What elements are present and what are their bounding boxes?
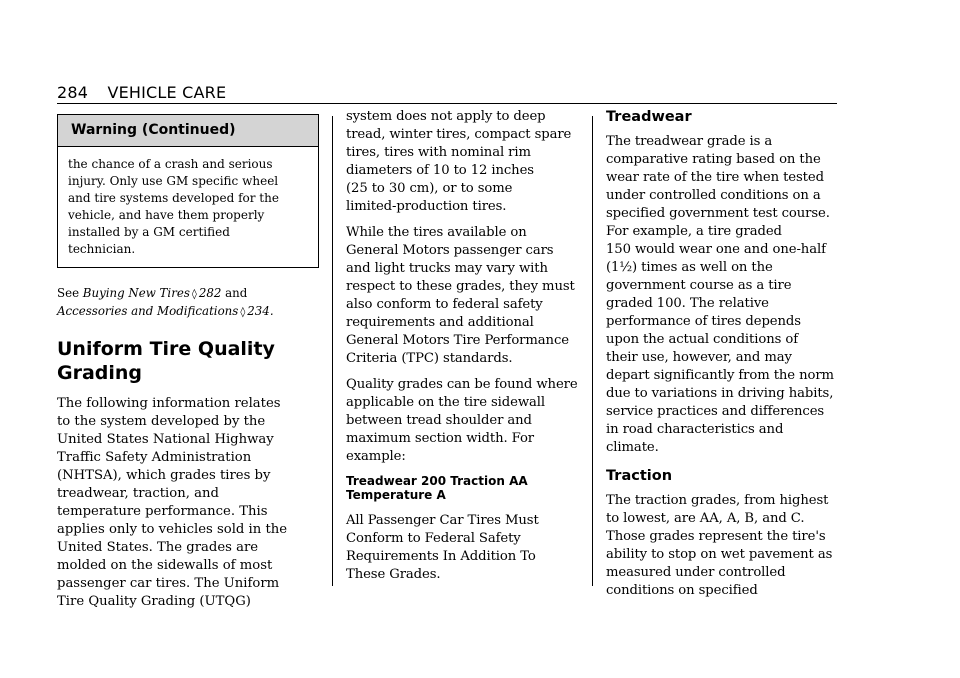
warning-title: Warning (Continued): [58, 115, 318, 147]
text-line: United States. The grades are: [57, 540, 259, 555]
text-line: service practices and differences: [606, 404, 825, 419]
text-line: For example, a tire graded: [606, 224, 782, 239]
text-line: diameters of 10 to 12 inches: [346, 163, 534, 178]
text-line: (1½) times as well on the: [606, 260, 773, 275]
traction-heading: Traction: [606, 468, 673, 484]
text-line: government course as a tire: [606, 278, 792, 293]
header-rule: [57, 103, 837, 104]
warning-line: injury. Only use GM specific wheel: [68, 174, 279, 188]
page-header: [57, 83, 837, 102]
page-ref-icon: ◊: [240, 307, 246, 318]
text-line: temperature performance. This: [57, 504, 268, 519]
page-number: 284: [57, 83, 89, 102]
link-buying-new-tires[interactable]: Buying New Tires: [82, 286, 190, 300]
text-line: applies only to vehicles sold in the: [57, 522, 288, 537]
text-line: measured under controlled: [606, 565, 786, 580]
text-line: system does not apply to deep: [346, 109, 546, 124]
text-line: example:: [346, 449, 406, 464]
text-line: respect to these grades, they must: [346, 279, 575, 294]
text-line: While the tires available on: [346, 225, 527, 240]
text-line: due to variations in driving habits,: [606, 386, 834, 401]
text-line: Criteria (TPC) standards.: [346, 351, 513, 366]
page-ref-icon: ◊: [191, 289, 197, 300]
text-line: ability to stop on wet pavement as: [606, 547, 833, 562]
column-2: [346, 108, 578, 584]
text-line: between tread shoulder and: [346, 413, 532, 428]
utqg-heading-line: Uniform Tire Quality: [57, 338, 275, 360]
text-line: Those grades represent the tire's: [606, 529, 826, 544]
text-line: tread, winter tires, compact spare: [346, 127, 572, 142]
text-line: to lowest, are AA, A, B, and C.: [606, 511, 805, 526]
text-line: General Motors passenger cars: [346, 243, 554, 258]
text-line: and light trucks may vary with: [346, 261, 548, 276]
text-line: (25 to 30 cm), or to some: [346, 181, 513, 196]
link-page-234[interactable]: 234: [247, 304, 270, 318]
utqg-paragraph-5: [346, 512, 578, 584]
warning-line: the chance of a crash and serious: [68, 157, 273, 171]
text-line: wear rate of the tire when tested: [606, 170, 824, 185]
treadwear-heading: Treadwear: [606, 109, 692, 125]
example-line: Treadwear 200 Traction AA: [346, 474, 528, 488]
column-divider-1: [332, 116, 333, 586]
text-line: maximum section width. For: [346, 431, 535, 446]
text-line: (NHTSA), which grades tires by: [57, 468, 271, 483]
text-line: United States National Highway: [57, 432, 274, 447]
text-line: comparative rating based on the: [606, 152, 821, 167]
text-line: under controlled conditions on a: [606, 188, 821, 203]
warning-line: and tire systems developed for the: [68, 191, 279, 205]
text-line: molded on the sidewalls of most: [57, 558, 273, 573]
text-line: tires, tires with nominal rim: [346, 145, 531, 160]
text-line: Requirements In Addition To: [346, 549, 536, 564]
treadwear-paragraph: [606, 133, 842, 457]
utqg-paragraph-2: [346, 108, 578, 216]
utqg-paragraph-1: [57, 395, 319, 611]
column-divider-2: [592, 116, 593, 586]
text-line: treadwear, traction, and: [57, 486, 219, 501]
text-line: Traffic Safety Administration: [57, 450, 252, 465]
utqg-paragraph-3: [346, 224, 578, 368]
text-line: passenger car tires. The Uniform: [57, 576, 280, 591]
example-line: Temperature A: [346, 488, 446, 502]
utqg-heading-line: Grading: [57, 362, 143, 384]
see-also: [57, 285, 319, 321]
text-line: limited-production tires.: [346, 199, 507, 214]
text-line: The following information relates: [57, 396, 281, 411]
text-line: applicable on the tire sidewall: [346, 395, 546, 410]
text-line: performance of tires depends: [606, 314, 801, 329]
text-line: specified government test course.: [606, 206, 830, 221]
warning-body: [58, 147, 318, 267]
utqg-paragraph-4: [346, 376, 578, 466]
text-line: Tire Quality Grading (UTQG): [57, 594, 251, 609]
section-title: VEHICLE CARE: [107, 83, 227, 102]
text-line: All Passenger Car Tires Must: [346, 513, 539, 528]
text-line: These Grades.: [346, 567, 441, 582]
text-line: upon the actual conditions of: [606, 332, 798, 347]
text-line: conditions on specified: [606, 583, 758, 598]
text-line: The treadwear grade is a: [606, 134, 773, 149]
utqg-example: [346, 474, 578, 502]
text-line: 150 would wear one and one-half: [606, 242, 826, 257]
warning-line: vehicle, and have them properly: [68, 208, 265, 222]
warning-line: technician.: [68, 242, 136, 256]
utqg-heading: [57, 337, 319, 385]
text-line: in road characteristics and: [606, 422, 784, 437]
text-line: climate.: [606, 440, 659, 455]
warning-box: [57, 114, 319, 268]
column-1: [57, 108, 319, 611]
column-3: [606, 108, 842, 600]
text-line: also conform to federal safety: [346, 297, 543, 312]
text-line: General Motors Tire Performance: [346, 333, 569, 348]
warning-line: installed by a GM certified: [68, 225, 230, 239]
link-accessories-modifications[interactable]: Accessories and Modifications: [57, 304, 239, 318]
text-line: The traction grades, from highest: [606, 493, 829, 508]
text-line: depart significantly from the norm: [606, 368, 834, 383]
traction-paragraph: [606, 492, 842, 600]
text-line: Conform to Federal Safety: [346, 531, 521, 546]
text-line: their use, however, and may: [606, 350, 792, 365]
text-line: requirements and additional: [346, 315, 534, 330]
see-prefix: See: [57, 286, 80, 300]
text-line: Quality grades can be found where: [346, 377, 578, 392]
see-end: .: [269, 304, 274, 318]
see-joiner: and: [225, 286, 248, 300]
text-line: graded 100. The relative: [606, 296, 769, 311]
text-line: to the system developed by the: [57, 414, 266, 429]
link-page-282[interactable]: 282: [198, 286, 222, 300]
